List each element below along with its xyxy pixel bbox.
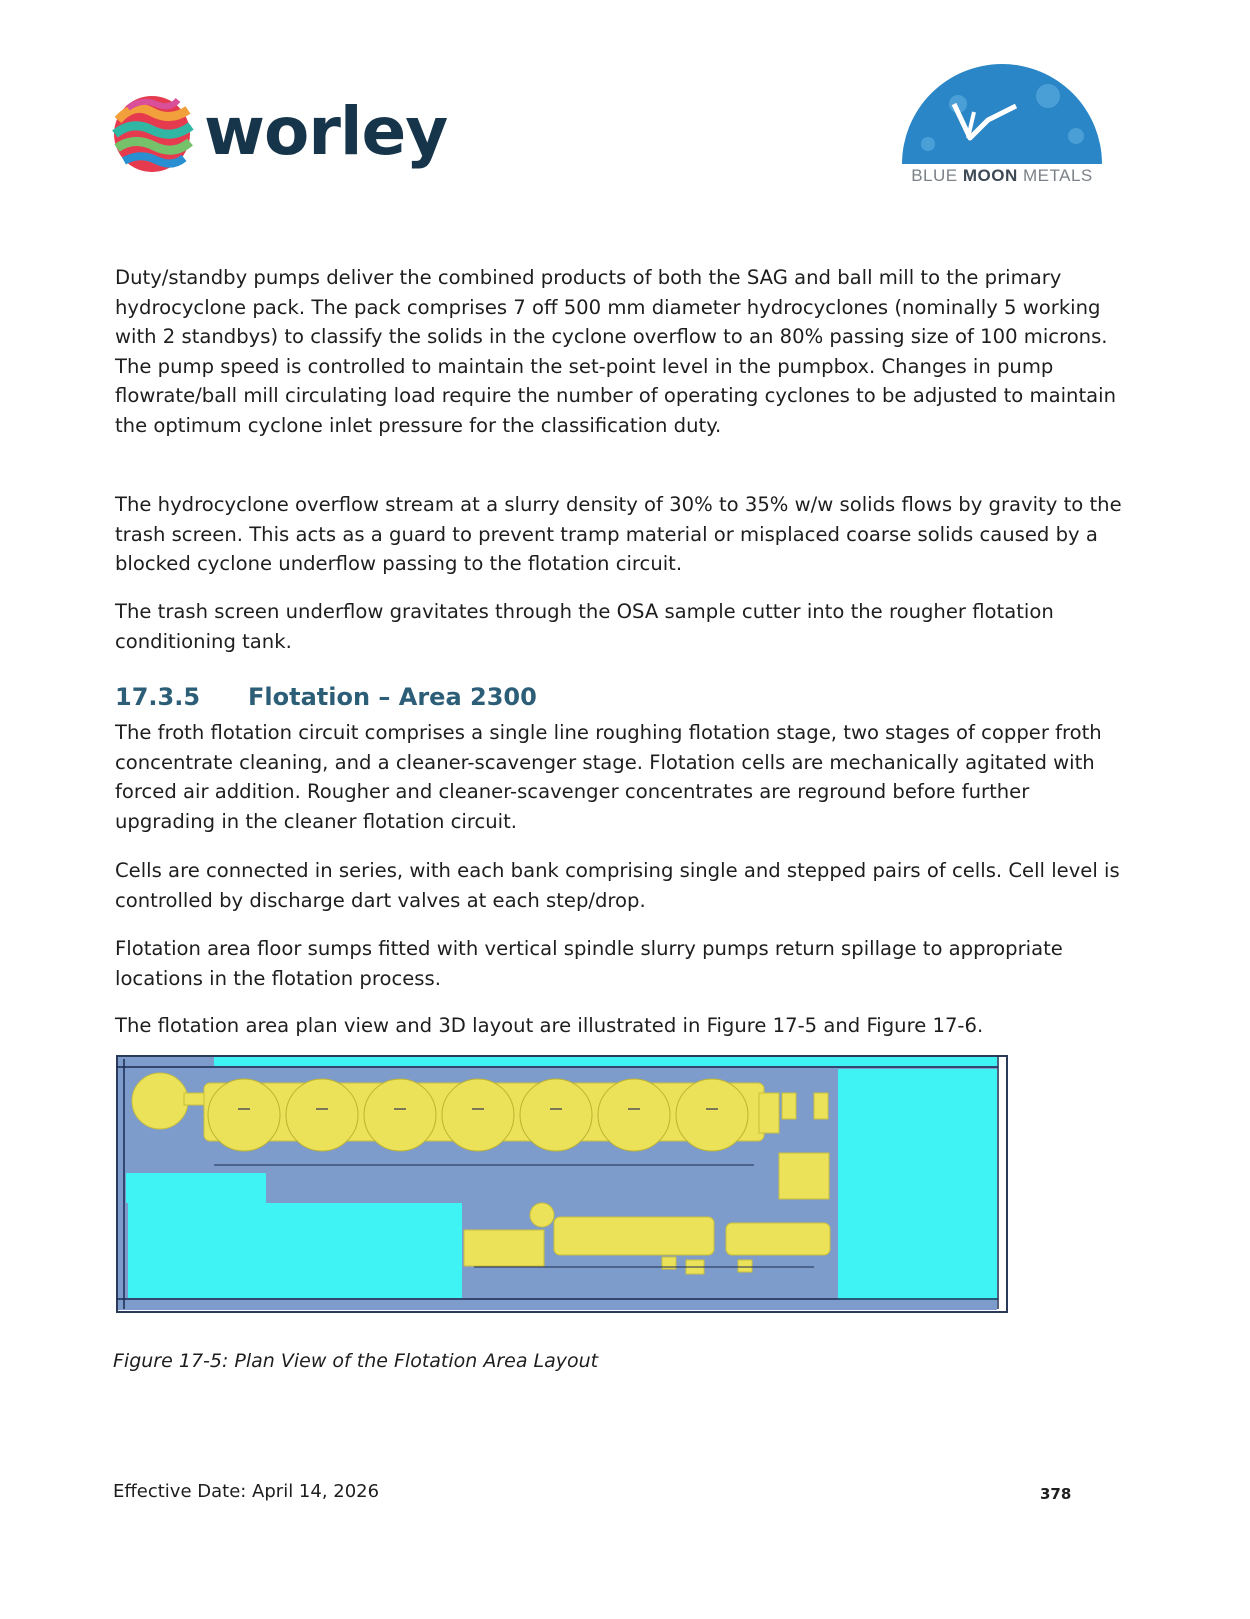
cleaner-bank-2 [726, 1223, 830, 1255]
paragraph-cells: Cells are connected in series, with each bank comprising single and stepped pairs of cells. Cell level is controlled by discharge dart valves at each step/drop. [115, 859, 1120, 912]
effective-date: Effective Date: April 14, 2026 [113, 1481, 380, 1502]
cleaner-bank-1 [554, 1217, 714, 1255]
rougher-cell [364, 1079, 436, 1151]
cleaner-conditioning-tank [530, 1203, 554, 1227]
paragraph-trash-screen: The trash screen underflow gravitates through the OSA sample cutter into the rougher flotation conditioning tank. [115, 600, 1054, 653]
section-heading [115, 683, 537, 711]
rougher-cell [598, 1079, 670, 1151]
rougher-cell [208, 1079, 280, 1151]
plan-open-area-left-lower [128, 1203, 462, 1298]
plan-open-area-right [838, 1069, 997, 1300]
blue-moon-metals-text: BLUE MOON METALS [911, 166, 1093, 185]
page-number: 378 [1040, 1485, 1072, 1503]
worley-swirl-icon [112, 90, 196, 180]
section-number: 17.3.5 [115, 683, 201, 711]
regrind-mill [464, 1230, 544, 1266]
worley-logo [112, 88, 452, 184]
rougher-cell [442, 1079, 514, 1151]
rougher-cell [286, 1079, 358, 1151]
flotation-plan-figure [114, 1053, 1010, 1315]
plan-open-area-left-upper [126, 1173, 266, 1203]
plan-open-area-top [214, 1056, 997, 1066]
flotation-plan-drawing [114, 1053, 1010, 1315]
cleaner-pump-3 [738, 1260, 752, 1272]
paragraph-pumps: Duty/standby pumps deliver the combined products of both the SAG and ball mill to the primary hydrocyclone pack. The pack comprises 7 off 500 mm diameter hydrocyclones (nominally 5 working with 2 standbys) to classify the solids in the cyclone overflow to an 80% passing size of 100 microns. The pump speed is controlled to maintain the set-point level in the pumpbox. Changes in pump flowrate/ball mill circulating load require the number of operating cyclones to be adjusted to maintain the optimum cyclone inlet pressure for the classification duty. [115, 266, 1117, 437]
worley-wordmark: worley [204, 93, 448, 170]
section-title: Flotation – Area 2300 [248, 683, 537, 711]
rougher-pump-2 [814, 1093, 828, 1119]
concentrate-tank [779, 1153, 829, 1199]
rougher-cell [520, 1079, 592, 1151]
blue-moon-metals-logo [888, 58, 1116, 194]
rougher-conditioning-tank [132, 1073, 188, 1129]
paragraph-flotation-circuit: The froth flotation circuit comprises a single line roughing flotation stage, two stages of copper froth concentrate cleaning, and a cleaner-scavenger stage. Flotation cells are mechanically agitated with forced air addition. Rougher and cleaner-scavenger concentrates are reground before further upgrading in the cleaner flotation circuit. [115, 721, 1102, 833]
paragraph-figure-reference: The flotation area plan view and 3D layout are illustrated in Figure 17-5 and Figure 17-6. [115, 1014, 984, 1037]
paragraph-sumps: Flotation area floor sumps fitted with vertical spindle slurry pumps return spillage to appropriate locations in the flotation process. [115, 937, 1063, 990]
paragraph-overflow: The hydrocyclone overflow stream at a slurry density of 30% to 35% w/w solids flows by gravity to the trash screen. This acts as a guard to prevent tramp material or misplaced coarse solids caused by a blocked cyclone underflow passing to the flotation circuit. [115, 493, 1122, 575]
rougher-cell [676, 1079, 748, 1151]
figure-caption: Figure 17-5: Plan View of the Flotation Area Layout [113, 1350, 599, 1372]
rougher-tail-box [759, 1093, 779, 1133]
rougher-pump-1 [782, 1093, 796, 1119]
blue-moon-emblem-icon [888, 58, 1116, 166]
